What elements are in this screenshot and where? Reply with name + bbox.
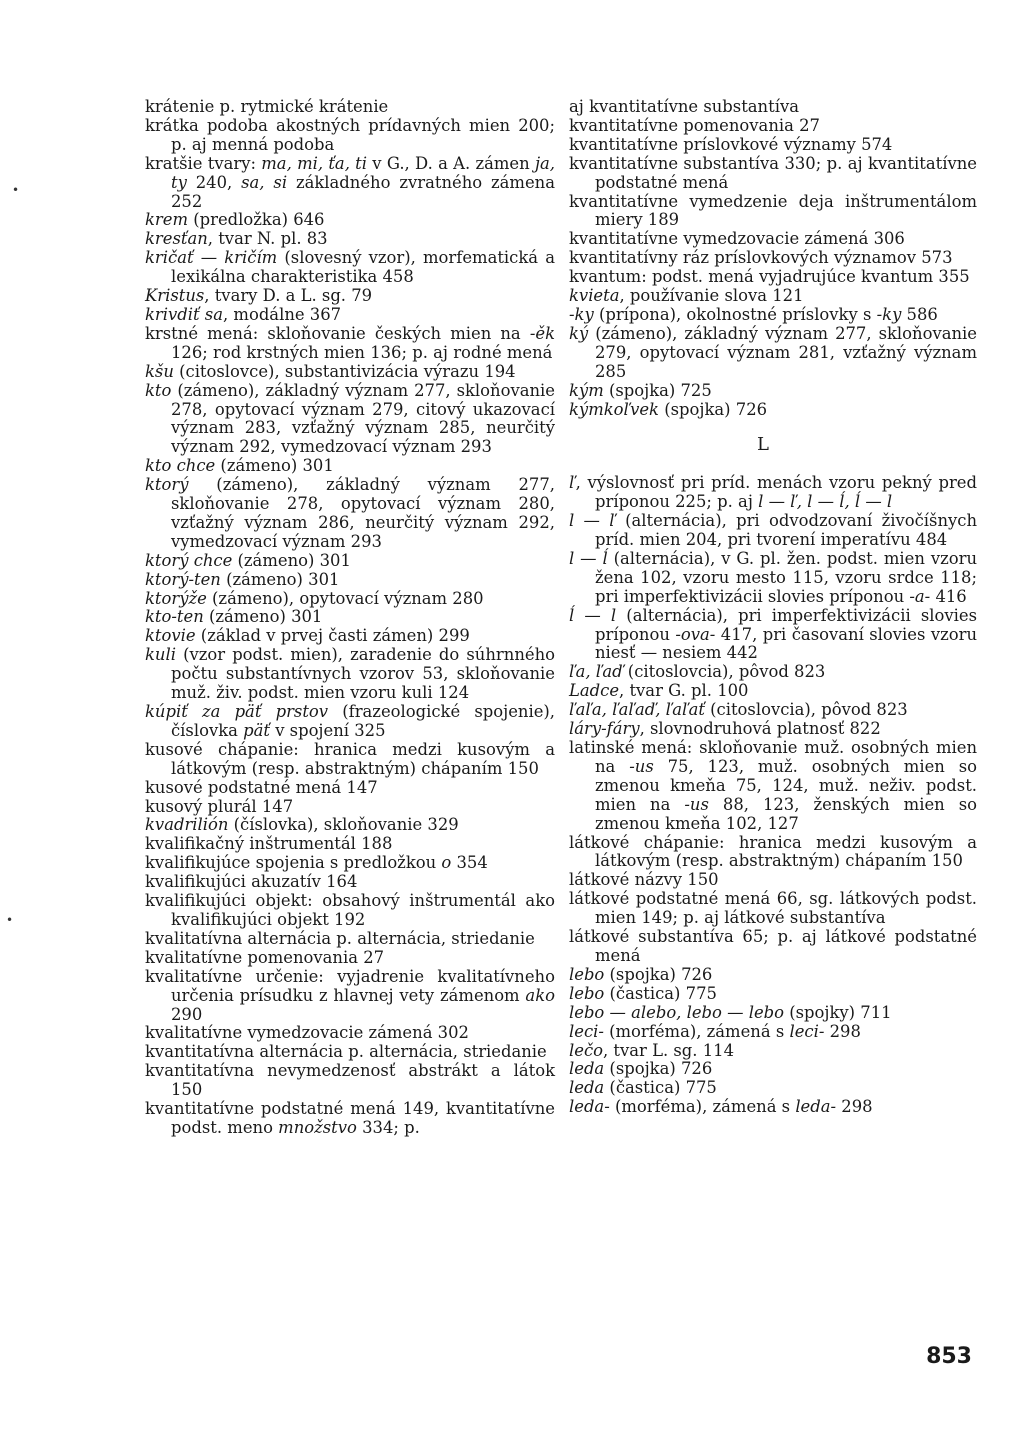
index-entry: kto chce (zámeno) 301 xyxy=(145,456,334,476)
margin-speck: • xyxy=(6,913,14,927)
index-entry: kvalitatívne pomenovania 27 xyxy=(145,947,385,967)
index-entry: Ladce, tvar G. pl. 100 xyxy=(569,681,749,701)
index-entry: lebo — alebo, lebo — lebo (spojky) 711 xyxy=(569,1002,892,1022)
index-entry: kusový plurál 147 xyxy=(145,796,294,816)
index-entry: kvantitatívne substantíva 330; p. aj kvantitatívne podstatné mená xyxy=(569,153,977,192)
index-entry: kvalifikujúci akuzatív 164 xyxy=(145,872,358,892)
index-entry: ľ, výslovnosť pri príd. menách vzoru pekný pred príponou 225; p. aj l — ľ, l — ĺ, ĺ — l xyxy=(569,473,977,512)
index-entry: lečo, tvar L. sg. 114 xyxy=(569,1040,734,1060)
index-entry: kvantitatívna nevymedzenosť abstrákt a látok 150 xyxy=(145,1061,555,1100)
index-entry: látkové názvy 150 xyxy=(569,870,719,890)
index-entry: leda (spojka) 726 xyxy=(569,1059,713,1079)
index-entry: l — ľ (alternácia), pri odvodzovaní živočíšnych príd. mien 204, pri tvorení imperatívu 484 xyxy=(569,511,977,550)
index-entry: ľaľa, ľaľaď, ľaľať (citoslovcia), pôvod 823 xyxy=(569,700,908,720)
index-entry: kusové podstatné mená 147 xyxy=(145,777,378,797)
index-entry: lebo (spojka) 726 xyxy=(569,964,713,984)
index-entry: -ky (prípona), okolnostné príslovky s -ky 586 xyxy=(569,304,938,324)
index-entry: kvalitatívne vymedzovacie zámená 302 xyxy=(145,1023,469,1043)
index-entry: kvantitatívne pomenovania 27 xyxy=(569,115,820,135)
index-entry: kvantitatívne vymedzovacie zámená 306 xyxy=(569,229,905,249)
index-entry: kto-ten (zámeno) 301 xyxy=(145,607,323,627)
index-entry: ktorý chce (zámeno) 301 xyxy=(145,550,351,570)
index-entry: krem (predložka) 646 xyxy=(145,210,325,230)
right-entries-after xyxy=(569,474,977,1117)
index-entry: kvalifikujúce spojenia s predložkou o 354 xyxy=(145,853,488,873)
index-entry: kvalitatívne určenie: vyjadrenie kvalitatívneho určenia prísudku z hlavnej vety zámenom ako 290 xyxy=(145,966,555,1024)
index-entry: latinské mená: skloňovanie muž. osobných mien na -us 75, 123, muž. osobných mien so zmenou kmeňa 75, 124, muž. neživ. podst. mien na -us 88, 123, ženských mien so zmenou kmeňa 102, 127 xyxy=(569,738,978,833)
index-entry: kúpiť za päť prstov (frazeologické spojenie), číslovka päť v spojení 325 xyxy=(145,702,555,740)
index-entry: látkové podstatné mená 66, sg. látkových podst. mien 149; p. aj látkové substantíva xyxy=(569,889,977,928)
index-entry: kvantitatívny ráz príslovkových významov 573 xyxy=(569,248,953,268)
index-entry: kusové chápanie: hranica medzi kusovým a látkovým (resp. abstraktným) chápaním 150 xyxy=(145,739,555,778)
index-entry: ktovie (základ v prvej časti zámen) 299 xyxy=(145,626,470,646)
index-entry: kresťan, tvar N. pl. 83 xyxy=(145,229,328,249)
section-letter: L xyxy=(757,434,769,456)
index-entry: ktorýže (zámeno), opytovací význam 280 xyxy=(145,588,484,608)
index-entry: ĺ — l (alternácia), pri imperfektivizácii slovies príponou -ova- 417, pri časovaní slovies vzoru niesť — nesiem 442 xyxy=(569,605,977,663)
index-entry: ľa, ľaď (citoslovcia), pôvod 823 xyxy=(569,662,826,682)
index-entry: látkové chápanie: hranica medzi kusovým a látkovým (resp. abstraktným) chápaním 150 xyxy=(569,832,977,871)
index-entry: kvantitatívne podstatné mená 149, kvantitatívne podst. meno množstvo 334; p. xyxy=(145,1099,555,1137)
right-column xyxy=(569,98,977,1117)
index-entry: kvantitatívne príslovkové významy 574 xyxy=(569,134,893,154)
index-entry: leci- (morféma), zámená s leci- 298 xyxy=(569,1021,861,1041)
index-entry: ktorý (zámeno), základný význam 277, skloňovanie 278, opytovací význam 280, vzťažný význam 286, neurčitý význam 292, vymedzovací význam 293 xyxy=(145,475,555,551)
index-entry: kvalifikačný inštrumentál 188 xyxy=(145,834,393,854)
page-number: 853 xyxy=(926,1344,972,1369)
index-entry: kvalitatívna alternácia p. alternácia, striedanie xyxy=(145,928,535,948)
index-entry: leda- (morféma), zámená s leda- 298 xyxy=(569,1097,873,1117)
index-entry: l — ĺ (alternácia), v G. pl. žen. podst. mien vzoru žena 102, vzoru mesto 115, vzoru srdce 118; pri imperfektivizácii slovies príponou -a- 416 xyxy=(569,548,978,606)
index-entry: kratšie tvary: ma, mi, ťa, ti v G., D. a A. zámen ja, ty 240, sa, si základného zvratného zámena 252 xyxy=(145,153,556,211)
index-entry: ktorý-ten (zámeno) 301 xyxy=(145,569,340,589)
index-entry: kvantitatívne vymedzenie deja inštrumentálom miery 189 xyxy=(569,191,977,230)
index-entry: kýmkoľvek (spojka) 726 xyxy=(569,399,768,419)
index-entry: krivdiť sa, modálne 367 xyxy=(145,304,342,324)
index-entry: kvadrilión (číslovka), skloňovanie 329 xyxy=(145,815,459,835)
index-entry: leda (častica) 775 xyxy=(569,1078,717,1098)
index-entry: kvalifikujúci objekt: obsahový inštrumentál ako kvalifikujúci objekt 192 xyxy=(145,891,555,929)
margin-speck: • xyxy=(12,183,20,197)
index-entry: lebo (častica) 775 xyxy=(569,983,717,1003)
index-entry: krstné mená: skloňovanie českých mien na -ěk 126; rod krstných mien 136; p. aj rodné mená xyxy=(145,323,555,362)
index-entry: ký (zámeno), základný význam 277, skloňovanie 279, opytovací význam 281, vzťažný význam 285 xyxy=(569,323,977,381)
index-entry: látkové substantíva 65; p. aj látkové podstatné mená xyxy=(569,927,977,965)
left-column xyxy=(145,98,555,1138)
index-entry: láry-fáry, slovnodruhová platnosť 822 xyxy=(569,719,881,739)
index-entry: kým (spojka) 725 xyxy=(569,380,712,400)
index-entry: Kristus, tvary D. a L. sg. 79 xyxy=(145,286,373,306)
index-entry: kvantum: podst. mená vyjadrujúce kvantum 355 xyxy=(569,267,970,287)
index-entry: aj kvantitatívne substantíva xyxy=(569,97,799,116)
index-entry: kuli (vzor podst. mien), zaradenie do súhrnného počtu substantívnych vzorov 53, skloňovanie muž. živ. podst. mien vzoru kuli 124 xyxy=(145,645,555,703)
index-entry: krátenie p. rytmické krátenie xyxy=(145,97,389,116)
index-entry: kvieta, používanie slova 121 xyxy=(569,286,804,306)
index-entry: krátka podoba akostných prídavných mien 200; p. aj menná podoba xyxy=(145,115,555,154)
right-entries-before xyxy=(569,98,977,419)
index-entry: kto (zámeno), základný význam 277, skloňovanie 278, opytovací význam 279, citový ukazovací význam 283, vzťažný význam 285, neurčitý význam 292, vymedzovací význam 293 xyxy=(145,380,555,457)
index-entry: kšu (citoslovce), substantivizácia výrazu 194 xyxy=(145,361,516,381)
index-entry: kričať — kričím (slovesný vzor), morfematická a lexikálna charakteristika 458 xyxy=(145,248,555,287)
index-entry: kvantitatívna alternácia p. alternácia, striedanie xyxy=(145,1042,547,1062)
